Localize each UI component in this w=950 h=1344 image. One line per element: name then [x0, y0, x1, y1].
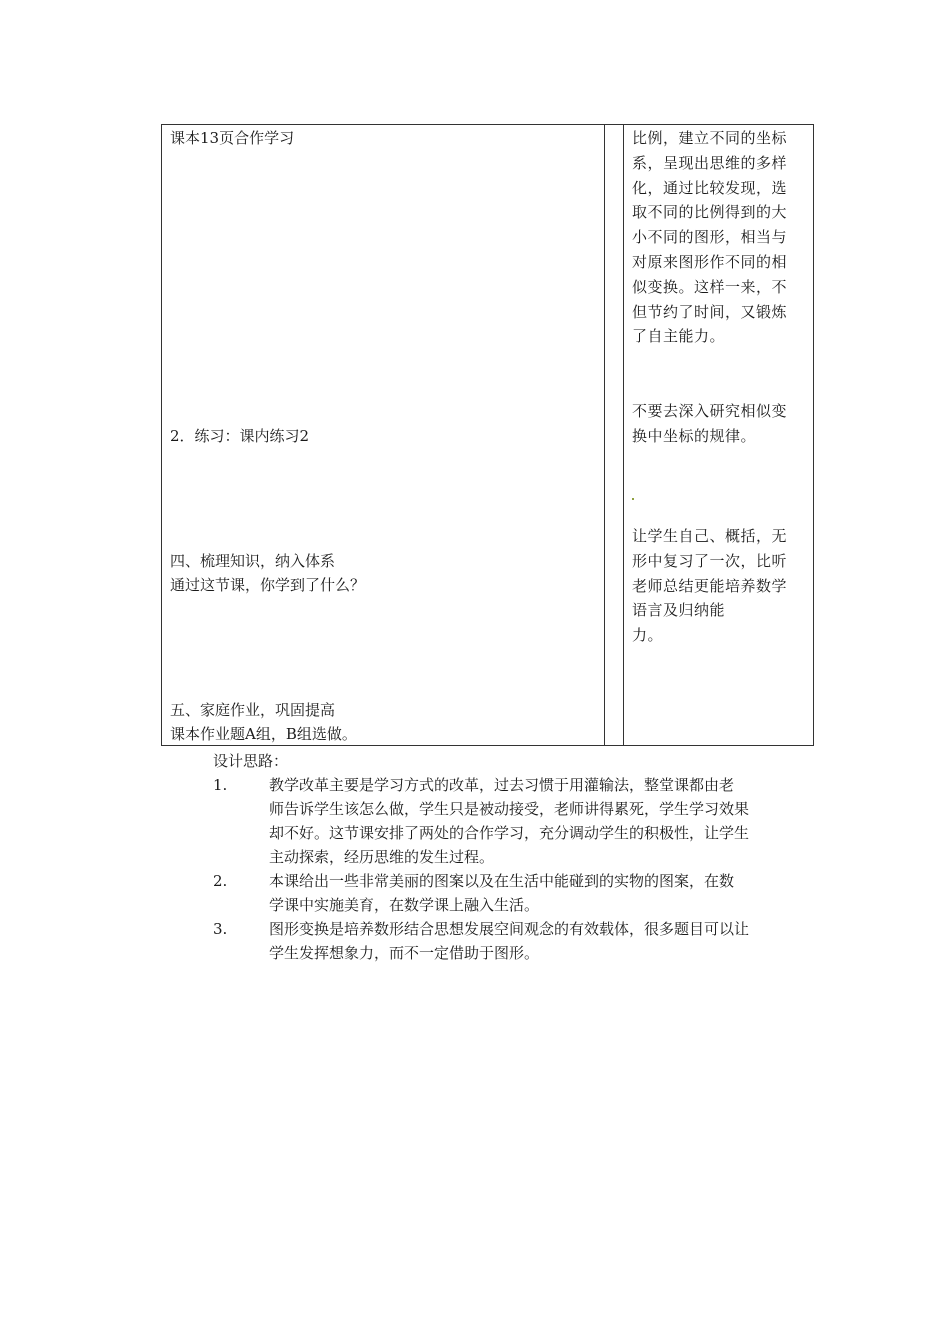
note-line: 学生发挥想象力，而不一定借助于图形。 [269, 944, 540, 962]
section-five-heading: 五、家庭作业，巩固提高 [170, 701, 336, 719]
ink-speck [632, 498, 634, 500]
design-note-item [213, 773, 813, 869]
comment-line: 比例，建立不同的坐标 [632, 129, 788, 147]
note-number: 2. [213, 872, 228, 890]
note-body [269, 917, 813, 965]
comment-line: 对原来图形作不同的相 [632, 252, 788, 271]
column-divider [604, 125, 605, 745]
design-notes-title: 设计思路： [213, 752, 289, 770]
comment-line: 化，通过比较发现，选 [632, 178, 788, 197]
note-line: 本课给出一些非常美丽的图案以及在生活中能碰到的实物的图案，在数 [269, 872, 735, 890]
note-body [269, 773, 813, 869]
comment-line: 力。 [632, 626, 664, 645]
note-line: 图形变换是培养数形结合思想发展空间观念的有效载体，很多题目可以让 [269, 920, 750, 938]
design-note-item [213, 917, 813, 965]
comment-block-coordinates [632, 399, 808, 449]
note-line: 主动探索，经历思维的发生过程。 [269, 848, 495, 866]
comment-line: 语言及归纳能 [632, 601, 726, 620]
design-note-item [213, 869, 813, 917]
comment-line: 老师总结更能培养数学 [632, 576, 788, 595]
note-number: 1. [213, 776, 228, 794]
comment-line: 小不同的图形，相当与 [632, 228, 788, 247]
column-divider [623, 125, 624, 745]
note-line: 教学改革主要是学习方式的改革，过去习惯于用灌输法，整堂课都由老 [269, 776, 735, 794]
section-four-heading: 四、梳理知识，纳入体系 [170, 552, 336, 570]
note-line: 却不好。这节课安排了两处的合作学习，充分调动学生的积极性，让学生 [269, 824, 750, 842]
note-line: 学课中实施美育，在数学课上融入生活。 [269, 896, 540, 914]
comment-line: 形中复习了一次，比听 [632, 551, 788, 570]
comment-line: 但节约了时间，又锻炼 [632, 302, 788, 321]
homework-line: 课本作业题A组，B组选做。 [170, 725, 357, 743]
design-notes-list [213, 773, 813, 965]
note-number: 3. [213, 920, 228, 938]
exercise-line: 2．练习：课内练习2 [170, 427, 310, 445]
comment-line: 了自主能力。 [632, 327, 726, 346]
comment-line: 让学生自己、概括，无 [632, 527, 788, 545]
comment-line: 换中坐标的规律。 [632, 426, 757, 445]
section-four-question: 通过这节课，你学到了什么？ [170, 576, 366, 594]
comment-line: 取不同的比例得到的大 [632, 203, 788, 222]
comment-line: 似变换。这样一来，不 [632, 277, 788, 296]
comment-block-summary [632, 524, 808, 648]
comment-line: 系，呈现出思维的多样 [632, 153, 788, 172]
cooperative-study-line: 课本13页合作学习 [170, 129, 295, 147]
lesson-table [161, 124, 814, 746]
note-line: 师告诉学生该怎么做，学生只是被动接受，老师讲得累死，学生学习效果 [269, 800, 750, 818]
comment-line: 不要去深入研究相似变 [632, 402, 788, 420]
note-body [269, 869, 813, 917]
comment-block-scale [632, 126, 808, 349]
